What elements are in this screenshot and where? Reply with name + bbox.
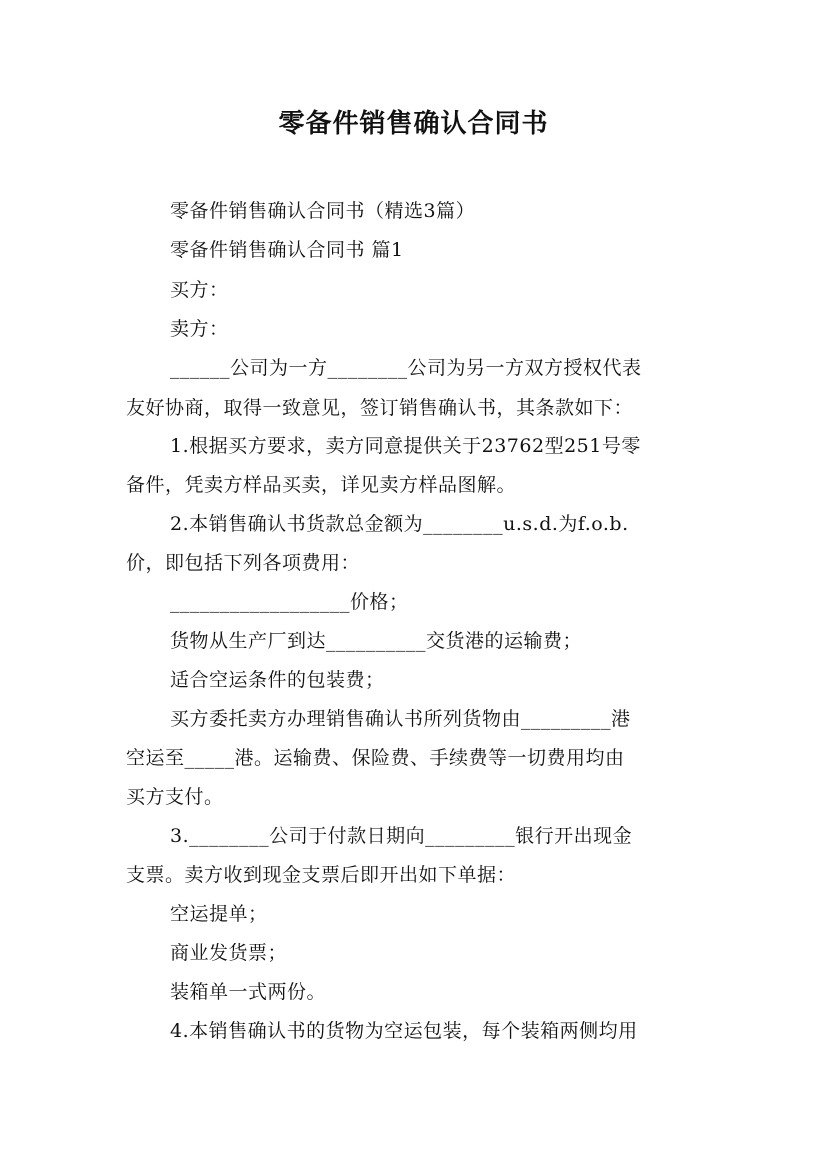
- paragraph-line: 1.根据买方要求，卖方同意提供关于23762型251号零: [170, 435, 641, 457]
- paragraph-line: 价，即包括下列各项费用：: [126, 552, 361, 574]
- paragraph-line: 买方委托卖方办理销售确认书所列货物由_________港: [170, 708, 631, 730]
- paragraph-line: 备件，凭卖方样品买卖，详见卖方样品图解。: [126, 474, 517, 496]
- list-item: 空运提单；: [170, 903, 268, 925]
- paragraph-line: 友好协商，取得一致意见，签订销售确认书，其条款如下：: [126, 397, 634, 419]
- subtitle-line: 零备件销售确认合同书（精选3篇）: [170, 200, 476, 222]
- buyer-line: 买方：: [170, 279, 229, 301]
- list-item: 商业发货票；: [170, 942, 288, 964]
- paragraph-line: 4.本销售确认书的货物为空运包装，每个装箱两侧均用: [170, 1020, 638, 1042]
- section-heading: 零备件销售确认合同书 篇1: [170, 239, 404, 261]
- paragraph-line: 支票。卖方收到现金支票后即开出如下单据：: [126, 864, 517, 886]
- seller-line: 卖方：: [170, 318, 229, 340]
- paragraph-line: ______公司为一方________公司为另一方双方授权代表: [170, 357, 642, 379]
- paragraph-line: 买方支付。: [126, 786, 224, 808]
- paragraph-line: __________________价格；: [170, 591, 409, 613]
- document-title: 零备件销售确认合同书: [278, 109, 549, 139]
- paragraph-line: 3.________公司于付款日期向_________银行开出现金: [170, 825, 633, 847]
- list-item: 装箱单一式两份。: [170, 981, 327, 1003]
- paragraph-line: 适合空运条件的包装费；: [170, 669, 385, 691]
- paragraph-line: 货物从生产厂到达__________交货港的运输费；: [170, 630, 583, 652]
- paragraph-line: 2.本销售确认书货款总金额为________u.s.d.为f.o.b.: [170, 513, 629, 535]
- paragraph-line: 空运至_____港。运输费、保险费、手续费等一切费用均由: [126, 747, 625, 769]
